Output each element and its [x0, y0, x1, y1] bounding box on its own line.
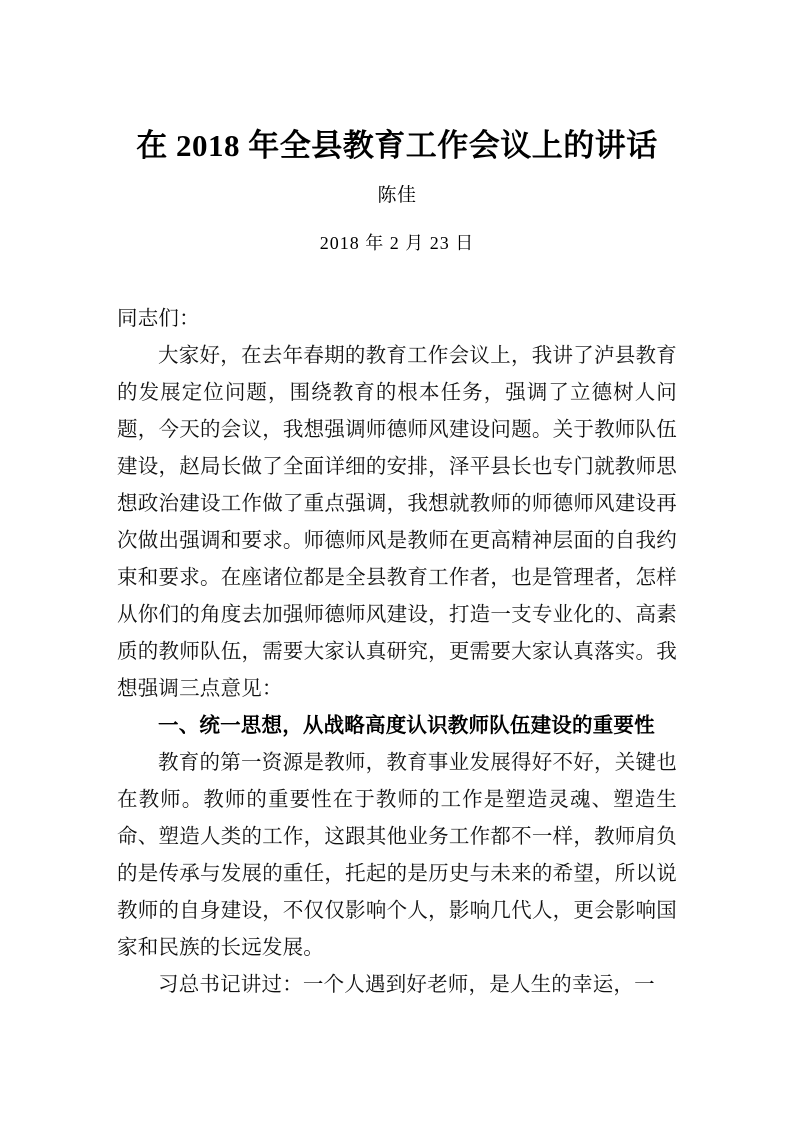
paragraph-opening: 大家好，在去年春期的教育工作会议上，我讲了泸县教育的发展定位问题，围绕教育的根本任务，强调了立德树人问题，今天的会议，我想强调师德师风建设问题。关于教师队伍建设，赵局长做了全面详细的安排，泽平县长也专门就教师思想政治建设工作做了重点强调，我想就教师的师德师风建设再次做出强调和要求。师德师风是教师在更高精神层面的自我约束和要求。在座诸位都是全县教育工作者，也是管理者，怎样从你们的角度去加强师德师风建设，打造一支专业化的、高素质的教师队伍，需要大家认真研究，更需要大家认真落实。我想强调三点意见：	[117, 343, 677, 700]
document-title: 在 2018 年全县教育工作会议上的讲话	[136, 128, 658, 163]
salutation: 同志们：	[117, 306, 200, 330]
paragraph-section-1-p1: 教育的第一资源是教师，教育事业发展得好不好，关键也在教师。教师的重要性在于教师的工作是塑造灵魂、塑造生命、塑造人类的工作，这跟其他业务工作都不一样，教师肩负的是传承与发展的重任，托起的是历史与未来的希望，所以说教师的自身建设，不仅仅影响个人，影响几代人，更会影响国家和民族的长远发展。	[117, 750, 677, 959]
document-content-column	[117, 0, 677, 1003]
document-date: 2018 年 2 月 23 日	[319, 233, 475, 253]
paragraph-section-1-p2: 习总书记讲过：一个人遇到好老师，是人生的幸运，一	[158, 972, 655, 996]
document-body	[117, 256, 677, 1003]
document-author: 陈佳	[377, 184, 417, 206]
section-heading-1: 一、统一思想，从战略高度认识教师队伍建设的重要性	[158, 714, 655, 737]
